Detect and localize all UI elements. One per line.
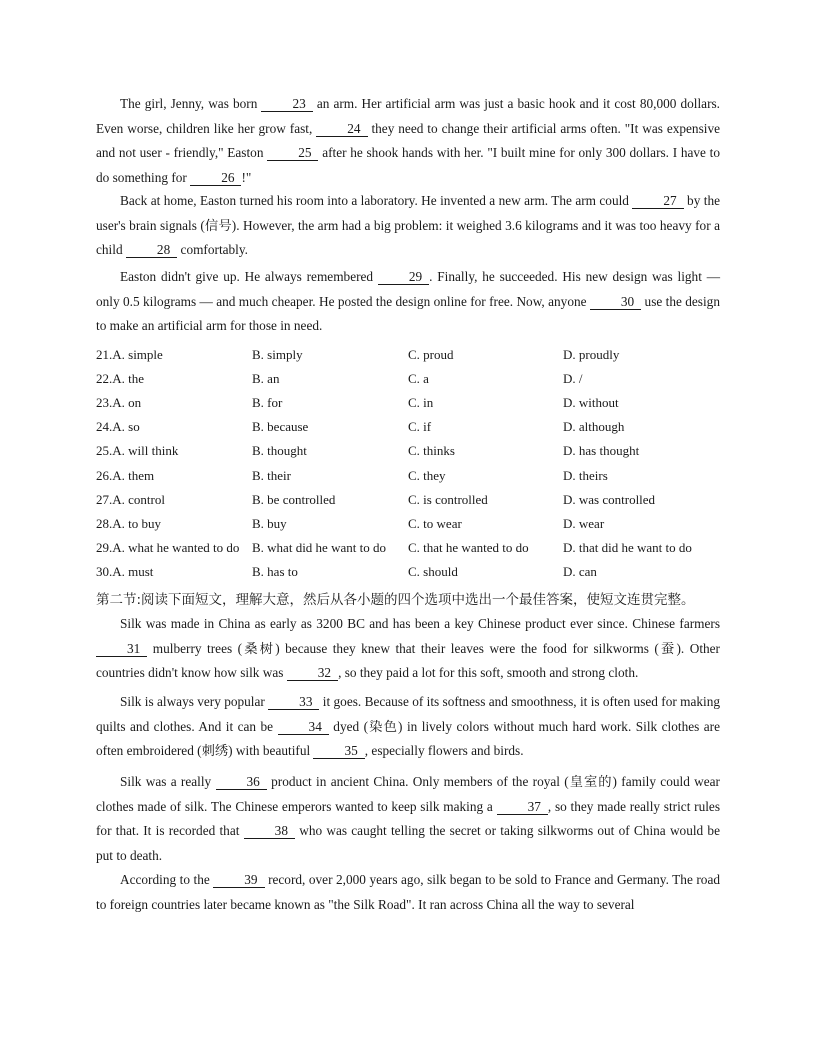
option-c: C. is controlled [408,492,488,507]
option-b: B. an [252,371,280,386]
passage-paragraph-5 [96,690,720,764]
blank-25: 25 [267,146,318,161]
blank-30: 30 [590,295,641,310]
option-a: 23.A. on [96,395,142,410]
blank-36: 36 [216,775,267,790]
blank-29: 29 [378,270,429,285]
text-run: , especially flowers and birds. [364,743,524,758]
option-b: B. for [252,395,283,410]
option-c: C. in [408,395,434,410]
option-a: 24.A. so [96,419,140,434]
option-b: B. what did he want to do [252,540,386,555]
text-run: comfortably. [177,242,248,257]
passage-paragraph-3 [96,265,720,339]
option-d: D. theirs [563,468,608,483]
option-a: 27.A. control [96,492,165,507]
options-row-26 [96,468,736,488]
text-run: product in ancient China. Only members of the royal (皇室的) family could wear clothes made of silk. The Chinese emperors wanted to keep silk making a [96,774,720,814]
options-row-29 [96,540,736,560]
blank-39: 39 [213,873,264,888]
text-run: after he shook hands with her. "I built mine for only 300 dollars. I have to do something for [96,145,720,185]
option-d: D. was controlled [563,492,656,507]
blank-24: 24 [316,122,367,137]
blank-32: 32 [287,666,338,681]
text-run: Back at home, Easton turned his room into a laboratory. He invented a new arm. The arm could [120,193,633,208]
option-d: D. / [563,371,583,386]
option-a: 30.A. must [96,564,154,579]
option-b: B. simply [252,347,303,362]
text-run: Easton didn't give up. He always remembered [120,269,378,284]
text-run: dyed (染色) in lively colors without much hard work. Silk clothes are often embroidered (刺绣) with beautiful [96,718,720,758]
option-c: C. they [408,468,446,483]
passage-paragraph-2 [96,189,720,263]
option-b: B. their [252,468,291,483]
option-c: C. proud [408,347,454,362]
option-c: C. to wear [408,516,462,531]
option-c: C. that he wanted to do [408,540,529,555]
option-d: D. proudly [563,347,620,362]
passage-paragraph-6 [96,770,720,868]
blank-37: 37 [497,800,548,815]
option-b: B. because [252,419,309,434]
blank-27: 27 [632,194,683,209]
option-d: D. can [563,564,597,579]
option-c: C. thinks [408,443,455,458]
text-run: !" [241,169,252,185]
passage-paragraph-1 [96,92,720,190]
text-run: record, over 2,000 years ago, silk began to be sold to France and Germany. The road to foreign countries later became known as "the Silk Road". It ran across China all the way to several [96,872,720,912]
options-row-24 [96,419,736,439]
options-row-30 [96,564,736,584]
option-c: C. if [408,419,432,434]
option-b: B. thought [252,443,307,458]
text-run: , so they made really strict rules for that. It is recorded that [96,798,720,838]
text-run: According to the [120,872,214,887]
section-2-instructions: 第二节:阅读下面短文，理解大意，然后从各小题的四个选项中选出一个最佳答案，使短文连贯完整。 [96,592,695,608]
option-a: 29.A. what he wanted to do [96,540,240,555]
options-row-27 [96,492,736,512]
options-row-23 [96,395,736,415]
passage-paragraph-4 [96,612,720,686]
text-run: use the design to make an artificial arm for those in need. [96,293,720,333]
text-run: . Finally, he succeeded. His new design was light — only 0.5 kilograms — and much cheaper. He posted the design online for free. Now, anyone [96,269,720,309]
option-d: D. has thought [563,443,640,458]
option-c: C. should [408,564,458,579]
blank-28: 28 [126,243,177,258]
option-a: 28.A. to buy [96,516,161,531]
option-d: D. wear [563,516,605,531]
option-d: D. although [563,419,625,434]
option-d: D. without [563,395,619,410]
text-run: , so they paid a lot for this soft, smooth and strong cloth. [338,665,639,680]
option-b: B. buy [252,516,287,531]
text-run: The girl, Jenny, was born [120,96,262,111]
option-a: 25.A. will think [96,443,179,458]
option-a: 22.A. the [96,371,145,386]
blank-38: 38 [244,824,295,839]
text-run: an arm. Her artificial arm was just a basic hook and it cost 80,000 dollars. Even worse, children like her grow fast, [96,96,721,136]
text-run: Silk was made in China as early as 3200 BC and has been a key Chinese product ever since. Chinese farmers [120,616,720,631]
option-b: B. has to [252,564,298,579]
options-row-21 [96,347,736,367]
text-run: Silk is always very popular [120,694,269,709]
blank-33: 33 [268,695,319,710]
options-row-28 [96,516,736,536]
text-run: it goes. Because of its softness and smoothness, it is often used for making quilts and clothes. And it can be [96,694,720,734]
option-c: C. a [408,371,429,386]
option-a: 26.A. them [96,468,155,483]
blank-35: 35 [313,744,364,759]
blank-34: 34 [278,720,329,735]
options-row-22 [96,371,736,391]
text-run: Silk was a really [120,774,216,789]
option-b: B. be controlled [252,492,336,507]
option-d: D. that did he want to do [563,540,692,555]
blank-26: 26 [190,171,241,186]
text-run: mulberry trees (桑树) because they knew that their leaves were the food for silkworms (蚕). Other countries didn't know how silk was [96,640,720,680]
blank-31: 31 [96,642,147,657]
text-run: by the user's brain signals (信号). However, the arm had a big problem: it weighed 3.6 kilograms and it was too heavy for a child [96,193,720,257]
passage-paragraph-7 [96,868,720,917]
text-run: who was caught telling the secret or taking silkworms out of China would be put to death. [96,823,720,863]
blank-23: 23 [261,97,312,112]
options-row-25 [96,443,736,463]
option-a: 21.A. simple [96,347,163,362]
text-run: they need to change their artificial arms often. "It was expensive and not user - friendly," Easton [96,120,721,160]
